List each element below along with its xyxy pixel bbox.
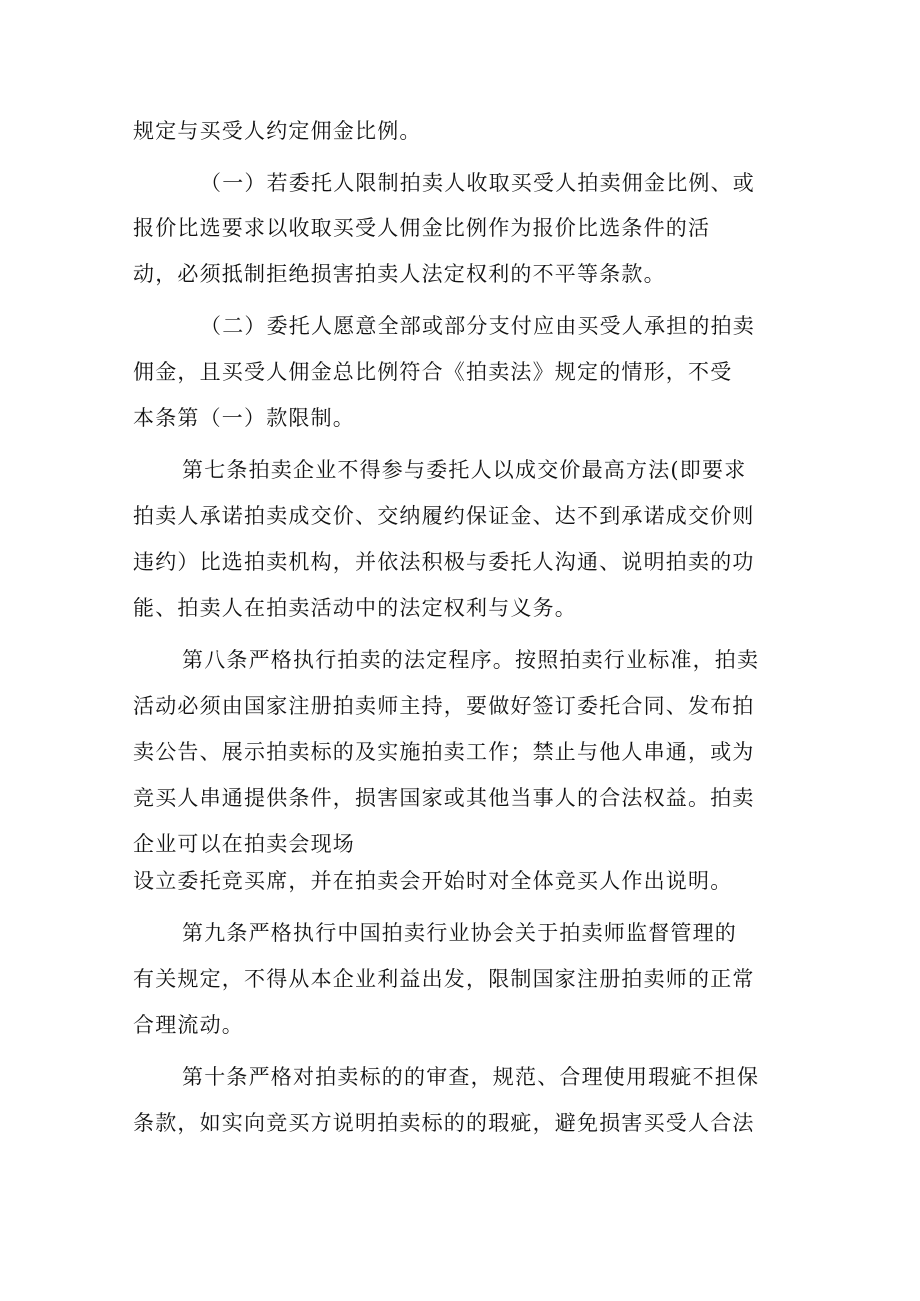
text-line: 卖公告、展示拍卖标的及实施拍卖工作；禁止与他人串通，或为 <box>133 740 755 764</box>
text-line: 本条第（一）款限制。 <box>133 406 355 430</box>
text-line: 第七条拍卖企业不得参与委托人以成交价最高方法(即要求 <box>182 458 747 482</box>
text-line: 拍卖人承诺拍卖成交价、交纳履约保证金、达不到承诺成交价则 <box>133 504 755 528</box>
text-line: （二）委托人愿意全部或部分支付应由买受人承担的拍卖 <box>200 314 755 338</box>
text-line: 规定与买受人约定佣金比例。 <box>133 119 422 143</box>
text-line: 第八条严格执行拍卖的法定程序。按照拍卖行业标准，拍卖 <box>182 648 760 672</box>
text-line: 报价比选要求以收取买受人佣金比例作为报价比选条件的活 <box>133 216 711 240</box>
text-line: 违约）比选拍卖机构，并依法积极与委托人沟通、说明拍卖的功 <box>133 550 755 574</box>
text-line: 第十条严格对拍卖标的的审查，规范、合理使用瑕疵不担保 <box>182 1065 760 1089</box>
text-line: 条款，如实向竞买方说明拍卖标的的瑕疵，避免损害买受人合法 <box>133 1111 755 1135</box>
text-line: 能、拍卖人在拍卖活动中的法定权利与义务。 <box>133 596 577 620</box>
text-line: 企业可以在拍卖会现场 <box>133 832 355 856</box>
text-line: 有关规定，不得从本企业利益出发，限制国家注册拍卖师的正常 <box>133 967 755 991</box>
text-line: 竞买人串通提供条件，损害国家或其他当事人的合法权益。拍卖 <box>133 786 755 810</box>
text-line: 活动必须由国家注册拍卖师主持，要做好签订委托合同、发布拍 <box>133 694 755 718</box>
text-line: 动，必须抵制拒绝损害拍卖人法定权利的不平等条款。 <box>133 262 666 286</box>
text-line: 第九条严格执行中国拍卖行业协会关于拍卖师监督管理的 <box>182 921 737 945</box>
text-line: 设立委托竞买席，并在拍卖会开始时对全体竞买人作出说明。 <box>133 869 733 893</box>
text-line: 佣金，且买受人佣金总比例符合《拍卖法》规定的情形，不受 <box>133 360 733 384</box>
text-line: （一）若委托人限制拍卖人收取买受人拍卖佣金比例、或 <box>200 171 755 195</box>
text-line: 合理流动。 <box>133 1013 244 1037</box>
